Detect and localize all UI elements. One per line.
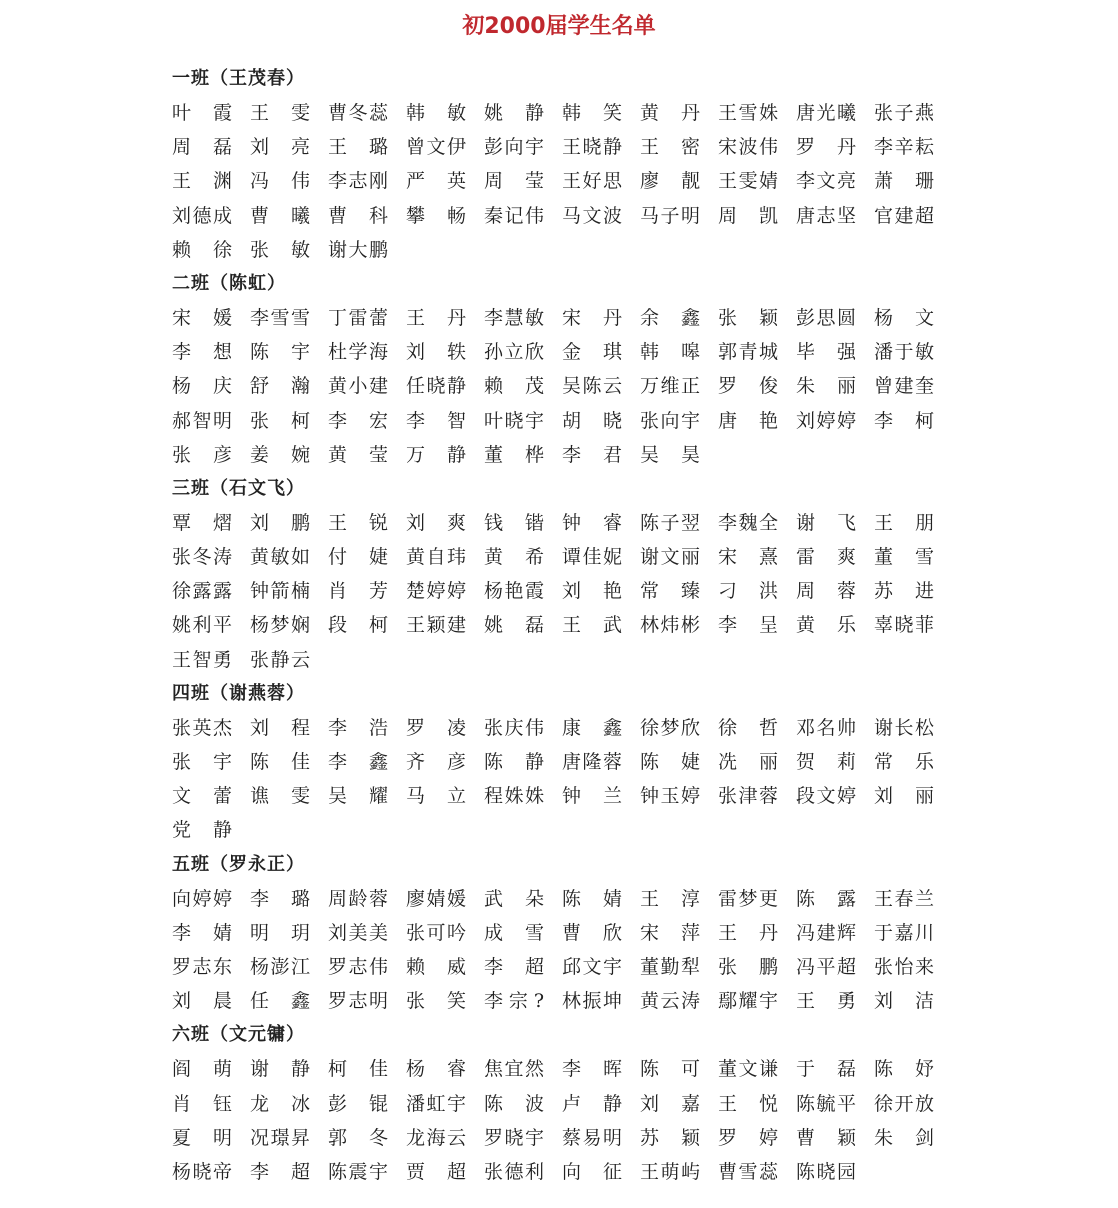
student-name: 吴 昊 [640,443,700,466]
class-section [172,267,952,472]
student-name: 丁雷蕾 [328,306,388,329]
student-name: 贾 超 [406,1160,466,1183]
student-name: 徐 哲 [718,716,778,739]
student-name: 罗志明 [328,990,388,1013]
student-name: 谭佳妮 [562,546,622,569]
student-name: 陈 静 [484,751,544,773]
student-name: 张子燕 [874,102,934,124]
student-name: 杨艳霞 [484,580,544,603]
student-name: 雷 爽 [796,546,856,569]
student-name: 张 笑 [406,990,466,1013]
student-name: 钟箭楠 [250,580,310,603]
student-name: 林炜彬 [640,614,700,637]
student-name: 吴陈云 [562,375,622,398]
student-name: 苏 颖 [640,1126,700,1149]
student-name: 王晓静 [562,136,622,159]
student-name: 龙海云 [406,1126,466,1149]
student-name: 苏 进 [874,580,934,603]
student-name: 龙 冰 [250,1092,310,1115]
student-name: 谢 飞 [796,511,856,534]
student-name: 王 锐 [328,511,388,534]
student-name: 金 琪 [562,341,622,364]
student-name: 陈 佳 [250,751,310,773]
student-name: 董 桦 [484,443,544,466]
student-name: 林振坤 [562,990,622,1013]
student-name: 谯 雯 [250,785,310,808]
class-section [172,1018,952,1189]
student-name: 李志刚 [328,170,388,193]
student-name: 李雪雪 [250,306,310,329]
class-heading: 四班（谢燕蓉） [172,682,305,704]
student-name: 张静云 [250,648,310,671]
student-name: 常 臻 [640,580,700,603]
student-name: 陈晓园 [796,1160,856,1183]
student-name: 舒 瀚 [250,375,310,398]
student-name: 姚 静 [484,102,544,124]
student-name: 段 柯 [328,614,388,637]
student-name: 彭思圆 [796,306,856,329]
student-name: 贺 莉 [796,751,856,773]
student-name: 刘 洁 [874,990,934,1013]
student-name: 张可吟 [406,921,466,944]
student-name: 宋 萍 [640,921,700,944]
student-name: 杨梦娴 [250,614,310,637]
student-name: 韩 笑 [562,102,622,124]
student-name: 康 鑫 [562,716,622,739]
student-name: 任晓静 [406,375,466,398]
student-name: 王萌屿 [640,1160,700,1183]
student-name: 刘德成 [172,204,232,227]
student-name: 唐光曦 [796,102,856,124]
student-name: 明 玥 [250,921,310,944]
student-name: 钱 锴 [484,511,544,534]
student-name: 秦记伟 [484,204,544,227]
student-name: 肖 芳 [328,580,388,603]
student-name: 焦宜然 [484,1058,544,1081]
student-name: 陈震宇 [328,1160,388,1183]
student-name: 王颖建 [406,614,466,637]
student-name: 李 智 [406,409,466,432]
student-name: 孙立欣 [484,341,544,364]
student-name: 王 璐 [328,136,388,159]
student-name: 王好思 [562,170,622,193]
student-name: 周龄蓉 [328,887,388,910]
student-name: 李 超 [484,955,544,978]
class-section [172,472,952,677]
student-name: 姚利平 [172,614,232,637]
student-name: 邱文宇 [562,955,622,978]
student-name: 马文波 [562,204,622,227]
student-name: 李辛耘 [874,136,934,159]
student-name: 王 丹 [406,306,466,329]
student-name: 张怡来 [874,955,934,978]
student-name: 陈 婧 [562,887,622,910]
student-name: 黄自玮 [406,546,466,569]
student-name: 钟玉婷 [640,785,700,808]
student-name: 萧 珊 [874,170,934,193]
student-name: 罗 凌 [406,716,466,739]
student-name: 廖婧媛 [406,887,466,910]
student-name: 董 雪 [874,546,934,569]
student-name: 唐隆蓉 [562,751,622,773]
student-name: 钟 兰 [562,785,622,808]
student-grid [172,96,952,267]
student-name: 彭向宇 [484,136,544,159]
student-name: 杜学海 [328,341,388,364]
student-name: 王 雯 [250,102,310,124]
student-name: 黄云涛 [640,990,700,1013]
student-name: 张 鹏 [718,955,778,978]
student-name: 王 丹 [718,921,778,944]
student-name: 陈子翌 [640,511,700,534]
student-name: 钟 睿 [562,511,622,534]
student-name: 杨澎江 [250,955,310,978]
student-name: 况璟昇 [250,1126,310,1149]
student-name: 姚 磊 [484,614,544,637]
student-name: 杨 庆 [172,375,232,398]
student-name: 成 雪 [484,921,544,944]
student-name: 董勤犁 [640,955,700,978]
student-name: 周 莹 [484,170,544,193]
student-name: 韩 敏 [406,102,466,124]
student-name: 阎 萌 [172,1058,232,1081]
student-name: 刘婷婷 [796,409,856,432]
student-name: 周 凯 [718,204,778,227]
student-name: 曹冬蕊 [328,102,388,124]
student-name: 覃 熠 [172,511,232,534]
student-name: 曾建奎 [874,375,934,398]
student-name: 李 君 [562,443,622,466]
student-name: 刘 程 [250,716,310,739]
student-name: 王 密 [640,136,700,159]
student-name: 刘 艳 [562,580,622,603]
student-name: 刘美美 [328,921,388,944]
student-name: 谢大鹏 [328,238,388,261]
student-name: 向婷婷 [172,887,232,910]
student-name: 徐开放 [874,1092,934,1115]
student-name: 张 敏 [250,238,310,261]
student-name: 张冬涛 [172,546,232,569]
class-section [172,677,952,848]
student-name: 冯 伟 [250,170,310,193]
student-name: 王 渊 [172,170,232,193]
student-name: 柯 佳 [328,1058,388,1081]
student-name: 张庆伟 [484,716,544,739]
student-name: 谢 静 [250,1058,310,1081]
student-name: 叶晓宇 [484,409,544,432]
student-name: 杨 睿 [406,1058,466,1081]
student-name: 于 磊 [796,1058,856,1081]
student-name: 文 蕾 [172,785,232,808]
student-name: 刘 亮 [250,136,310,159]
student-name: 谢长松 [874,716,934,739]
student-name: 谢文丽 [640,546,700,569]
student-name: 唐志坚 [796,204,856,227]
student-name: 程姝姝 [484,785,544,808]
student-name: 郝智明 [172,409,232,432]
student-name: 李 宏 [328,409,388,432]
student-list [172,62,952,1189]
student-name: 张 柯 [250,409,310,432]
student-name: 雷梦更 [718,887,778,910]
student-name: 官建超 [874,204,934,227]
student-name: 黄 莹 [328,443,388,466]
student-name: 陈毓平 [796,1092,856,1115]
student-grid [172,1052,952,1189]
student-name: 曹 曦 [250,204,310,227]
student-name: 陈 婕 [640,751,700,773]
student-name: 张 宇 [172,751,232,773]
student-name: 段文婷 [796,785,856,808]
student-name: 卢 静 [562,1092,622,1115]
student-name: 向 征 [562,1160,622,1183]
student-name: 刘 轶 [406,341,466,364]
class-section [172,62,952,267]
student-name: 王 淳 [640,887,700,910]
student-name: 常 乐 [874,751,934,773]
student-name: 李 柯 [874,409,934,432]
student-name: 李文亮 [796,170,856,193]
student-name: 李 鑫 [328,751,388,773]
student-name: 万维正 [640,375,700,398]
student-name: 韩 嗥 [640,341,700,364]
class-heading: 五班（罗永正） [172,853,305,875]
student-name: 陈 露 [796,887,856,910]
student-name: 赖 茂 [484,375,544,398]
student-name: 李 想 [172,341,232,364]
student-name: 胡 晓 [562,409,622,432]
student-name: 攀 畅 [406,204,466,227]
student-name: 王雯婧 [718,170,778,193]
student-name: 王 武 [562,614,622,637]
student-name: 曾文伊 [406,136,466,159]
student-name: 党 静 [172,819,232,842]
student-name: 唐 艳 [718,409,778,432]
student-name: 吴 耀 [328,785,388,808]
student-name: 刁 洪 [718,580,778,603]
student-name: 王智勇 [172,648,232,671]
student-name: 鄢耀宇 [718,990,778,1013]
student-name: 冯平超 [796,955,856,978]
student-grid [172,711,952,848]
student-name: 毕 强 [796,341,856,364]
class-heading: 一班（王茂春） [172,68,305,89]
student-name: 罗志东 [172,955,232,978]
student-name: 张 彦 [172,443,232,466]
student-name: 赖 威 [406,955,466,978]
student-name: 张向宇 [640,409,700,432]
student-name: 黄 希 [484,546,544,569]
student-grid [172,301,952,472]
student-name: 辜晓菲 [874,614,934,637]
student-name: 曹 科 [328,204,388,227]
student-name: 于嘉川 [874,921,934,944]
student-name: 杨 文 [874,306,934,329]
student-name: 夏 明 [172,1126,232,1149]
student-name: 李宗? [484,990,544,1013]
student-name: 黄 乐 [796,614,856,637]
student-name: 叶 霞 [172,102,232,124]
student-name: 宋 丹 [562,306,622,329]
student-name: 张 颖 [718,306,778,329]
class-section [172,848,952,1019]
student-name: 张津蓉 [718,785,778,808]
student-name: 郭青城 [718,341,778,364]
student-name: 王 悦 [718,1092,778,1115]
student-name: 余 鑫 [640,306,700,329]
student-name: 王 勇 [796,990,856,1013]
student-name: 杨晓帝 [172,1160,232,1183]
student-name: 严 英 [406,170,466,193]
student-name: 宋 媛 [172,306,232,329]
student-name: 陈 妤 [874,1058,934,1081]
student-name: 万 静 [406,443,466,466]
student-name: 李 婧 [172,921,232,944]
student-name: 冼 丽 [718,751,778,773]
student-grid [172,506,952,677]
student-name: 罗 婷 [718,1126,778,1149]
student-name: 邓名帅 [796,716,856,739]
class-heading: 三班（石文飞） [172,477,305,499]
student-name: 冯建辉 [796,921,856,944]
student-name: 彭 锟 [328,1092,388,1115]
student-name: 肖 钰 [172,1092,232,1115]
student-name: 潘虹宇 [406,1092,466,1115]
student-name: 刘 鹏 [250,511,310,534]
student-name: 黄敏如 [250,546,310,569]
student-name: 蔡易明 [562,1126,622,1149]
student-name: 徐露露 [172,580,232,603]
class-heading: 六班（文元镛） [172,1024,305,1046]
student-name: 张英杰 [172,716,232,739]
student-name: 徐梦欣 [640,716,700,739]
student-name: 齐 彦 [406,751,466,773]
student-name: 曹 欣 [562,921,622,944]
student-name: 王雪姝 [718,102,778,124]
student-name: 罗志伟 [328,955,388,978]
student-name: 李慧敏 [484,306,544,329]
student-grid [172,882,952,1019]
student-name: 曹 颖 [796,1126,856,1149]
student-name: 马 立 [406,785,466,808]
student-name: 刘 晨 [172,990,232,1013]
student-name: 朱 剑 [874,1126,934,1149]
student-name: 姜 婉 [250,443,310,466]
student-name: 李 呈 [718,614,778,637]
student-name: 赖 徐 [172,238,232,261]
student-name: 张德利 [484,1160,544,1183]
student-name: 任 鑫 [250,990,310,1013]
student-name: 刘 嘉 [640,1092,700,1115]
student-name: 马子明 [640,204,700,227]
student-name: 李 晖 [562,1058,622,1081]
student-name: 武 朵 [484,887,544,910]
student-name: 陈 宇 [250,341,310,364]
student-name: 曹雪蕊 [718,1160,778,1183]
student-name: 陈 可 [640,1058,700,1081]
student-name: 罗晓宇 [484,1126,544,1149]
student-name: 黄 丹 [640,102,700,124]
student-name: 潘于敏 [874,341,934,364]
student-name: 王 朋 [874,511,934,534]
class-heading: 二班（陈虹） [172,272,286,294]
student-name: 刘 爽 [406,511,466,534]
student-name: 宋 熹 [718,546,778,569]
student-name: 廖 靓 [640,170,700,193]
student-name: 朱 丽 [796,375,856,398]
student-name: 黄小建 [328,375,388,398]
student-name: 罗 丹 [796,136,856,159]
student-name: 刘 丽 [874,785,934,808]
student-name: 董文谦 [718,1058,778,1081]
student-name: 周 蓉 [796,580,856,603]
student-name: 罗 俊 [718,375,778,398]
student-name: 李魏全 [718,511,778,534]
student-name: 李 浩 [328,716,388,739]
student-name: 李 璐 [250,887,310,910]
student-name: 楚婷婷 [406,580,466,603]
student-name: 陈 波 [484,1092,544,1115]
student-name: 李 超 [250,1160,310,1183]
student-name: 郭 冬 [328,1126,388,1149]
student-name: 王春兰 [874,887,934,910]
student-name: 周 磊 [172,136,232,159]
student-name: 付 婕 [328,546,388,569]
page-title: 初2000届学生名单 [462,14,656,39]
student-name: 宋波伟 [718,136,778,159]
